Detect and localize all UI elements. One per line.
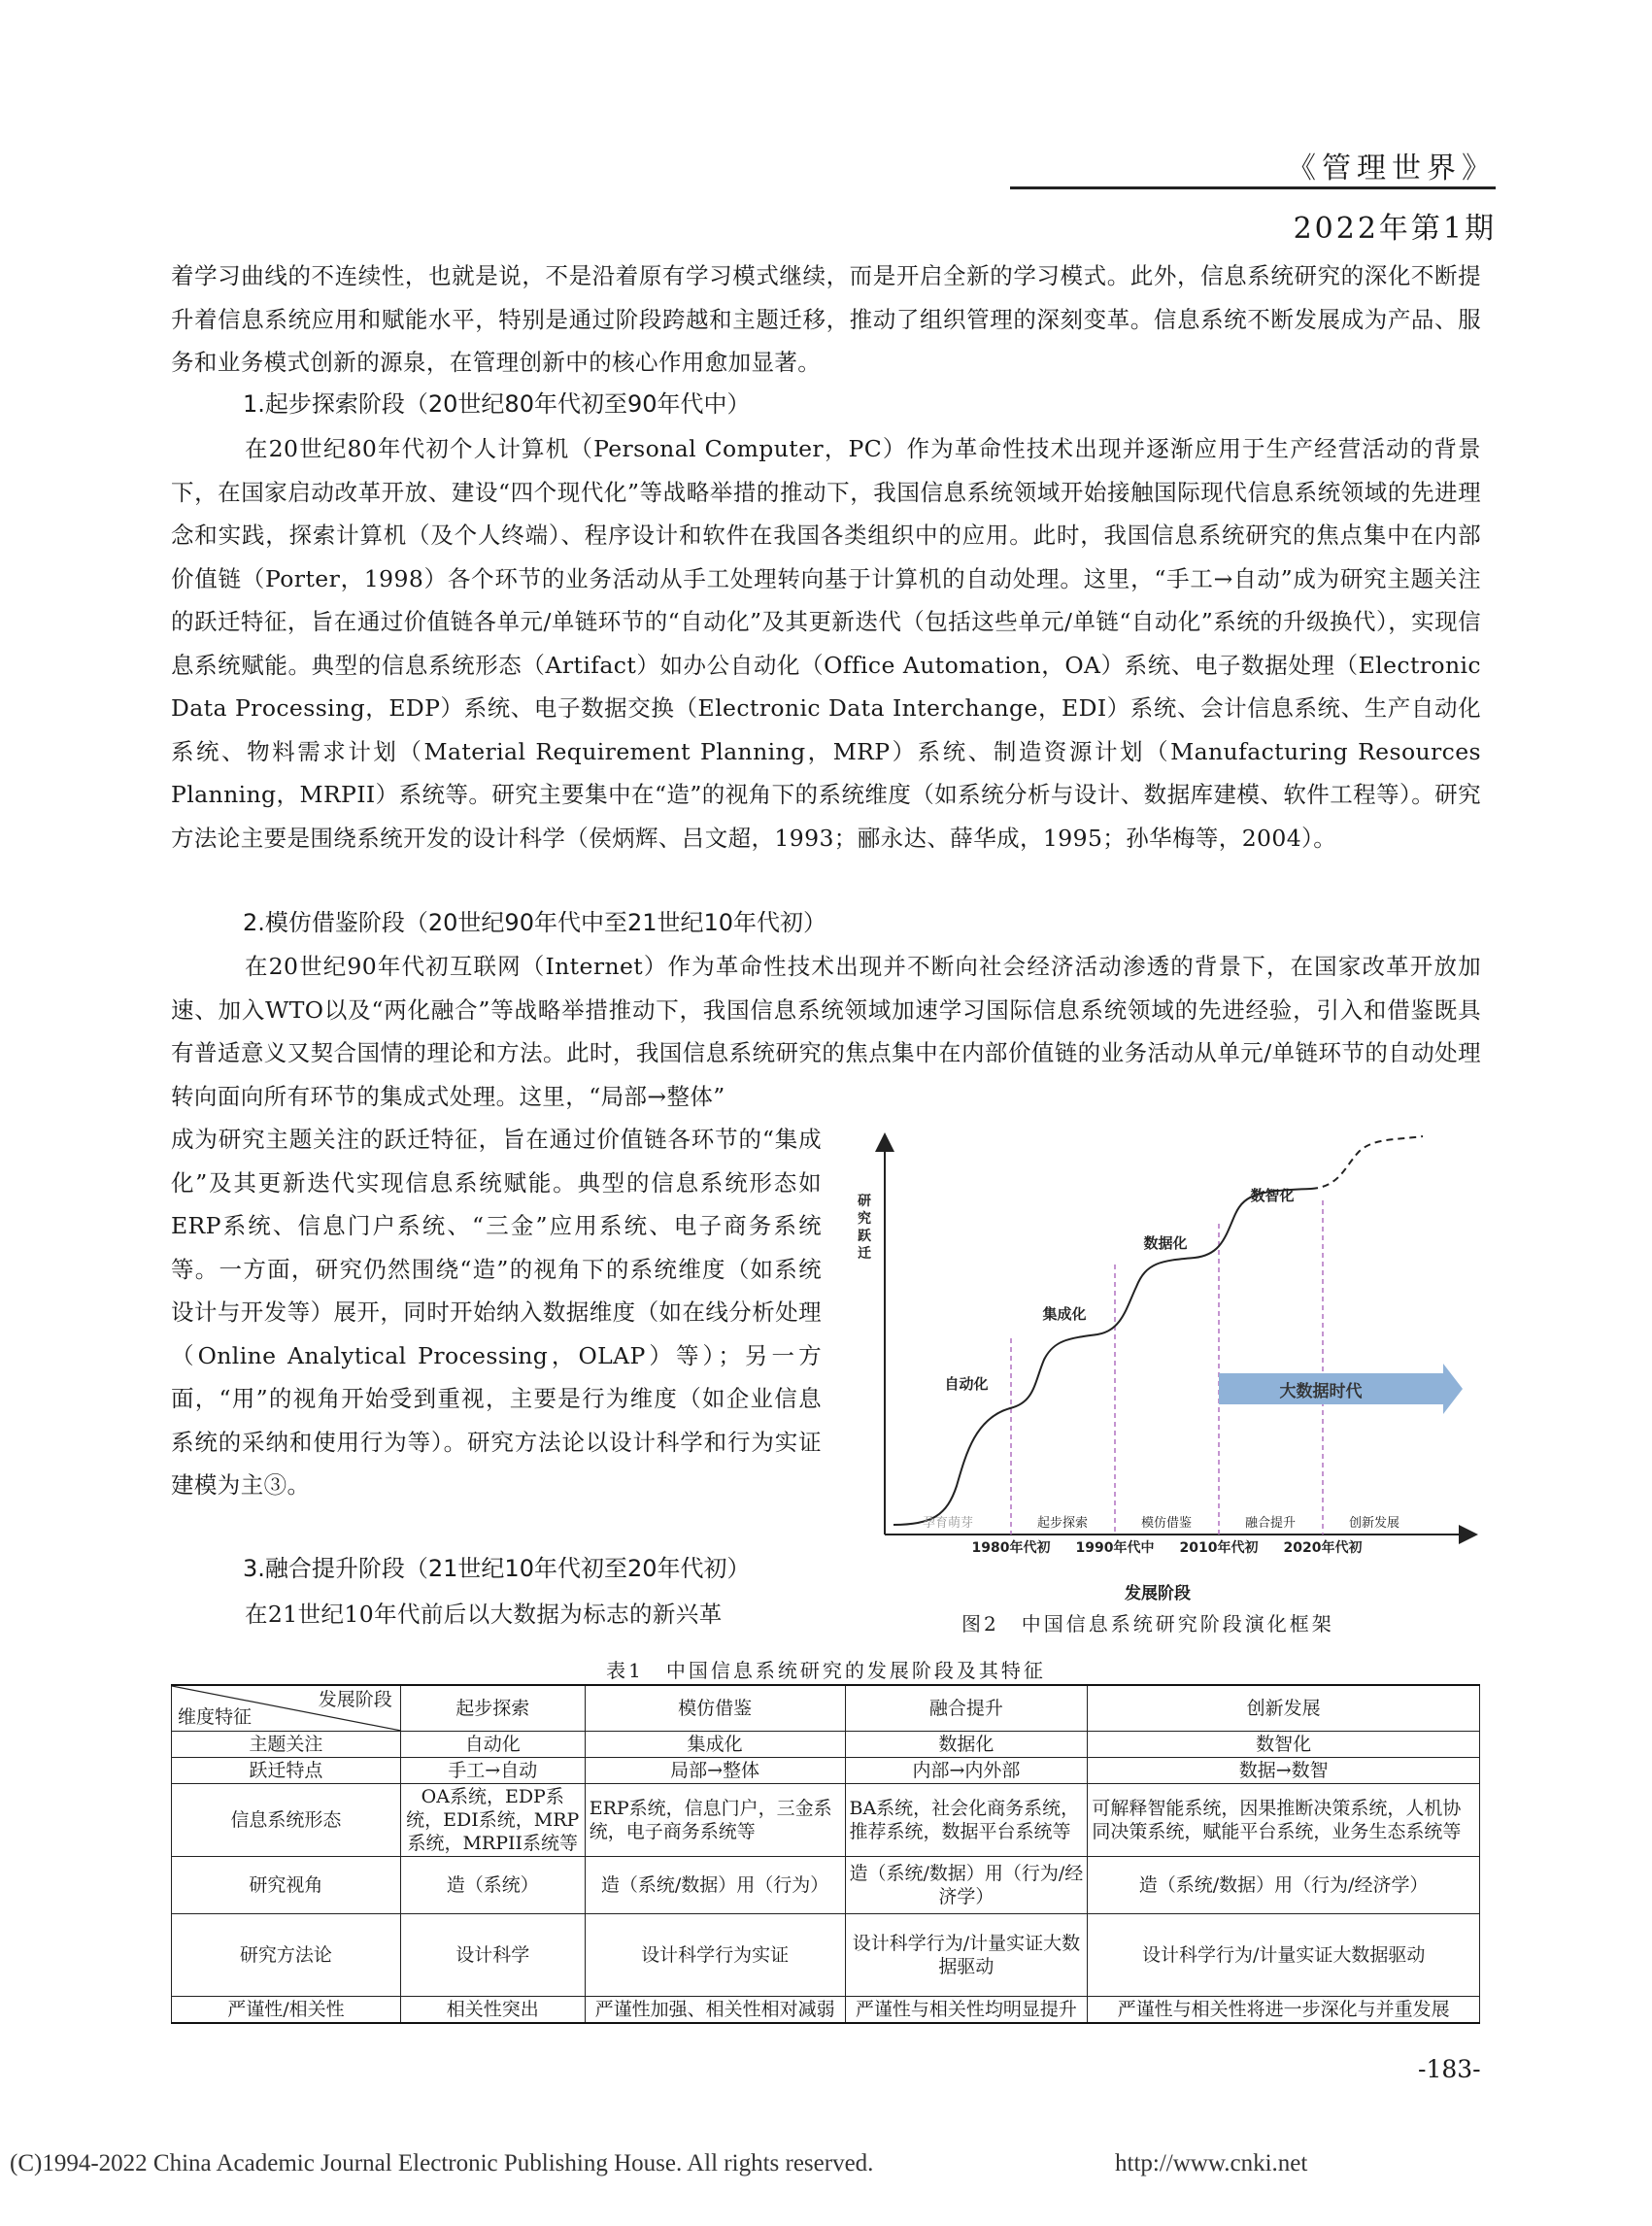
stage-evolution-figure (855, 1127, 1486, 1554)
col-header: 融合提升 (845, 1685, 1088, 1732)
tick-1990s: 1990年代中 (1075, 1540, 1155, 1554)
stage-gestation: 孕育萌芽 (922, 1516, 974, 1531)
table-cell: 手工→自动 (400, 1758, 585, 1784)
table-cell: 数据化 (845, 1732, 1088, 1758)
row-label: 主题关注 (172, 1732, 401, 1758)
col-header: 起步探索 (400, 1685, 585, 1732)
section-heading-3: 3.融合提升阶段（21世纪10年代初至20年代初） (243, 1555, 751, 1582)
col-header: 模仿借鉴 (585, 1685, 845, 1732)
table-cell: 集成化 (585, 1732, 845, 1758)
tick-2020s: 2020年代初 (1283, 1540, 1363, 1554)
issue-number: 2022年第1期 (1293, 212, 1497, 246)
table-cell: 严谨性与相关性均明显提升 (845, 1997, 1088, 2024)
table-row (172, 1914, 1480, 1997)
table-cell: 造（系统/数据）用（行为/经济学） (1088, 1857, 1480, 1914)
level-automation: 自动化 (944, 1375, 989, 1393)
table-row (172, 1997, 1480, 2024)
table-row (172, 1758, 1480, 1784)
cnki-link[interactable]: http://www.cnki.net (1115, 2150, 1308, 2176)
section-heading-2: 2.模仿借鉴阶段（20世纪90年代中至21世纪10年代初） (243, 909, 827, 936)
stage-integration: 融合提升 (1244, 1516, 1297, 1531)
big-data-era-label: 大数据时代 (1279, 1382, 1363, 1401)
table-cell: 相关性突出 (400, 1997, 585, 2024)
section-heading-1: 1.起步探索阶段（20世纪80年代初至90年代中） (243, 390, 751, 418)
stage-exploration: 起步探索 (1036, 1516, 1089, 1531)
table-cell: 严谨性与相关性将进一步深化与并重发展 (1088, 1997, 1480, 2024)
corner-label-dimension: 维度特征 (178, 1706, 253, 1728)
table-cell: 设计科学行为/计量实证大数据驱动 (845, 1914, 1088, 1997)
table-cell: 严谨性加强、相关性相对减弱 (585, 1997, 845, 2024)
table-corner-cell (172, 1685, 401, 1732)
table-row (172, 1857, 1480, 1914)
table-row (172, 1732, 1480, 1758)
level-datafication: 数据化 (1143, 1234, 1188, 1252)
row-label: 跃迁特点 (172, 1758, 401, 1784)
paragraph-intro: 着学习曲线的不连续性，也就是说，不是沿着原有学习模式继续，而是开启全新的学习模式。此外，信息系统研究的深化不断提升着信息系统应用和赋能水平，特别是通过阶段跨越和主题迁移，推动了组织管理的深刻变革。信息系统不断发展成为产品、服务和业务模式创新的源泉，在管理创新中的核心作用愈加显著。 (171, 262, 1481, 376)
evolution-curve-future (1311, 1136, 1423, 1189)
table-cell: 设计科学 (400, 1914, 585, 1997)
copyright-notice: (C)1994-2022 China Academic Journal Electronic Publishing House. All rights reserved. (10, 2150, 874, 2176)
level-data-intelligence: 数智化 (1250, 1187, 1295, 1204)
table-cell: 局部→整体 (585, 1758, 845, 1784)
table-cell: 造（系统/数据）用（行为/经济学） (845, 1857, 1088, 1914)
table-caption: 表1 中国信息系统研究的发展阶段及其特征 (606, 1659, 1046, 1682)
stage-feature-table (171, 1684, 1480, 2024)
figure-caption: 图2 中国信息系统研究阶段演化框架 (961, 1612, 1334, 1636)
row-label: 严谨性/相关性 (172, 1997, 401, 2024)
table-cell: 设计科学行为/计量实证大数据驱动 (1088, 1914, 1480, 1997)
paragraph-stage-1: 在20世纪80年代初个人计算机（Personal Computer，PC）作为革命性技术出现并逐渐应用于生产经营活动的背景下，在国家启动改革开放、建设“四个现代化”等战略举措的推动下，我国信息系统领域开始接触国际现代信息系统领域的先进理念和实践，探索计算机（及个人终端）、程序设计和软件在我国各类组织中的应用。此时，我国信息系统研究的焦点集中在内部价值链（Porter，1998）各个环节的业务活动从手工处理转向基于计算机的自动处理。这里，“手工→自动”成为研究主题关注的跃迁特征，旨在通过价值链各单元/单链环节的“自动化”及其更新迭代（包括这些单元/单链“自动化”系统的升级换代），实现信息系统赋能。典型的信息系统形态（Artifact）如办公自动化（Office Automation，OA）系统、电子数据处理（Electronic Data Processing，EDP）系统、电子数据交换（Electronic Data Interchange，EDI）系统、会计信息系统、生产自动化系统、物料需求计划（Material Requirement Planning，MRP）系统、制造资源计划（Manufacturing Resources Planning，MRPII）系统等。研究主要集中在“造”的视角下的系统维度（如系统分析与设计、数据库建模、软件工程等）。研究方法论主要是围绕系统开发的设计科学（侯炳辉、吕文超，1993；郦永达、薛华成，1995；孙华梅等，2004）。 (171, 435, 1481, 852)
table-cell: 可解释智能系统，因果推断决策系统，人机协同决策系统，赋能平台系统，业务生态系统等 (1088, 1784, 1480, 1857)
corner-label-stage: 发展阶段 (318, 1689, 392, 1710)
table-cell: 造（系统/数据）用（行为） (585, 1857, 845, 1914)
stage-imitation: 模仿借鉴 (1140, 1516, 1193, 1531)
x-axis-label: 发展阶段 (1125, 1584, 1191, 1603)
page-number: -183- (1418, 2055, 1481, 2083)
table-cell: 设计科学行为实证 (585, 1914, 845, 1997)
paragraph-stage-3: 在21世纪10年代前后以大数据为标志的新兴革 (245, 1601, 723, 1628)
table-cell: BA系统，社会化商务系统，推荐系统，数据平台系统等 (845, 1784, 1088, 1857)
tick-2010s: 2010年代初 (1179, 1540, 1259, 1554)
evolution-curve (893, 1189, 1311, 1525)
row-label: 信息系统形态 (172, 1784, 401, 1857)
row-label: 研究方法论 (172, 1914, 401, 1997)
table-cell: 内部→内外部 (845, 1758, 1088, 1784)
row-label: 研究视角 (172, 1857, 401, 1914)
header-rule (1010, 186, 1496, 189)
table-cell: ERP系统，信息门户，三金系统，电子商务系统等 (585, 1784, 845, 1857)
stage-innovation: 创新发展 (1348, 1516, 1400, 1531)
table-cell: 数智化 (1088, 1732, 1480, 1758)
table-cell: 自动化 (400, 1732, 585, 1758)
table-cell: OA系统，EDP系统，EDI系统，MRP系统，MRPII系统等 (400, 1784, 585, 1857)
table-row (172, 1784, 1480, 1857)
journal-title: 《管理世界》 (1287, 152, 1497, 186)
paragraph-stage-2-cont: 成为研究主题关注的跃迁特征，旨在通过价值链各环节的“集成化”及其更新迭代实现信息系统赋能。典型的信息系统形态如ERP系统、信息门户系统、“三金”应用系统、电子商务系统等。一方面，研究仍然围绕“造”的视角下的系统维度（如系统设计与开发等）展开，同时开始纳入数据维度（如在线分析处理（Online Analytical Processing，OLAP）等）；另一方面，“用”的视角开始受到重视，主要是行为维度（如企业信息系统的采纳和使用行为等）。研究方法论以设计科学和行为实证建模为主③。 (171, 1126, 822, 1499)
tick-1980s: 1980年代初 (971, 1540, 1051, 1554)
col-header: 创新发展 (1088, 1685, 1480, 1732)
level-integration: 集成化 (1042, 1305, 1087, 1323)
table-cell: 数据→数智 (1088, 1758, 1480, 1784)
y-axis-label: 研究跃迁 (858, 1194, 871, 1262)
table-cell: 造（系统） (400, 1857, 585, 1914)
paragraph-stage-2: 在20世纪90年代初互联网（Internet）作为革命性技术出现并不断向社会经济活动渗透的背景下，在国家改革开放加速、加入WTO以及“两化融合”等战略举措推动下，我国信息系统领域加速学习国际信息系统领域的先进经验，引入和借鉴既具有普适意义又契合国情的理论和方法。此时，我国信息系统研究的焦点集中在内部价值链的业务活动从单元/单链环节的自动处理转向面向所有环节的集成式处理。这里，“局部→整体” (171, 953, 1481, 1110)
